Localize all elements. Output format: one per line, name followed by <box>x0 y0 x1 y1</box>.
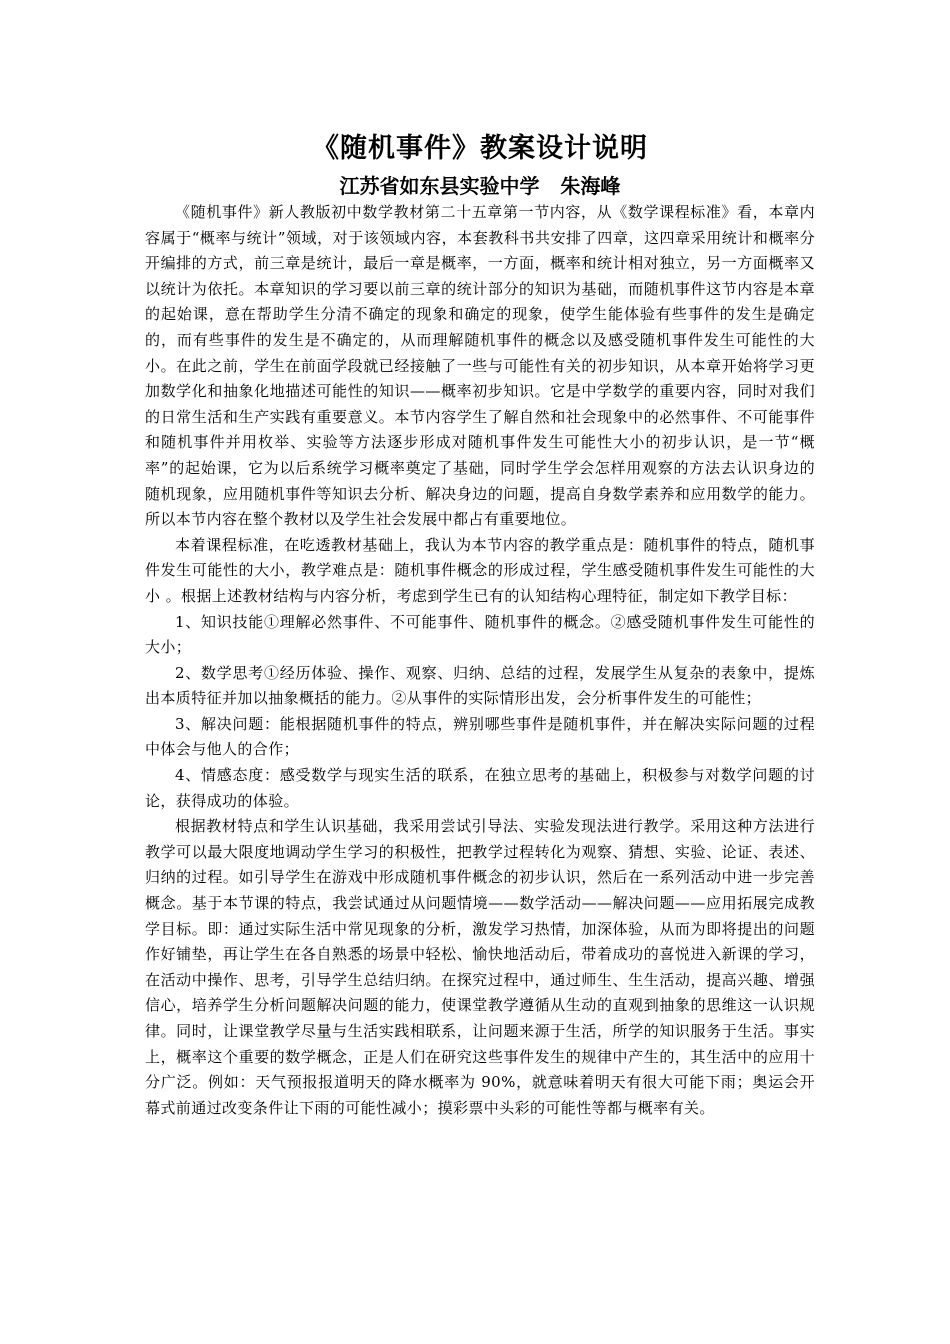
author-line: 江苏省如东县实验中学 朱海峰 <box>339 174 621 198</box>
paragraph-goal-problem-solving: 3、解决问题：能根据随机事件的特点，辨别哪些事件是随机事件，并在解决实际问题的过程中体会与他人的合作； <box>145 714 815 759</box>
paragraph-key-points: 本着课程标准，在吃透教材基础上，我认为本节内容的教学重点是：随机事件的特点，随机事件发生可能性的大小，教学难点是：随机事件概念的形成过程，学生感受随机事件发生可能性的大小 。根据上述教材结构与内容分析，考虑到学生已有的认知结构心理特征，制定如下教学目标： <box>145 535 815 605</box>
paragraph-intro: 《随机事件》新人教版初中数学教材第二十五章第一节内容，从《数学课程标准》看，本章内容属于“概率与统计”领域，对于该领域内容，本套教科书共安排了四章，这四章采用统计和概率分开编排的方式，前三章是统计，最后一章是概率，一方面，概率和统计相对独立，另一方面概率又以统计为依托。本章知识的学习要以前三章的统计部分的知识为基础，而随机事件这节内容是本章的起始课，意在帮助学生分清不确定的现象和确定的现象，使学生能体验有些事件的发生是确定的，而有些事件的发生是不确定的，从而理解随机事件的概念以及感受随机事件发生可能性的大小。在此之前，学生在前面学段就已经接触了一些与可能性有关的初步知识，从本章开始将学习更加数学化和抽象化地描述可能性的知识——概率初步知识。它是中学数学的重要内容，同时对我们的日常生活和生产实践有重要意义。本节内容学生了解自然和社会现象中的必然事件、不可能事件和随机事件并用枚举、实验等方法逐步形成对随机事件发生可能性大小的初步认识，是一节“概率”的起始课，它为以后系统学习概率奠定了基础，同时学生学会怎样用观察的方法去认识身边的随机现象，应用随机事件等知识去分析、解决身边的问题，提高自身数学素养和应用数学的能力。所以本节内容在整个教材以及学生社会发展中都占有重要地位。 <box>145 203 815 529</box>
paragraph-teaching-method: 根据教材特点和学生认识基础，我采用尝试引导法、实验发现法进行教学。采用这种方法进行教学可以最大限度地调动学生学习的积极性，把教学过程转化为观察、猜想、实验、论证、表述、归纳的过程。如引导学生在游戏中形成随机事件概念的初步认识，然后在一系列活动中进一步完善概念。基于本节课的特点，我尝试通过从问题情境——数学活动——解决问题——应用拓展完成教学目标。即：通过实际生活中常见现象的分析，激发学习热情，加深体验，从而为即将提出的问题作好铺垫，再让学生在各自熟悉的场景中轻松、愉快地活动后，带着成功的喜悦进入新课的学习，在活动中操作、思考，引导学生总结归纳。在探究过程中，通过师生、生生活动，提高兴趣、增强信心，培养学生分析问题解决问题的能力，使课堂教学遵循从生动的直观到抽象的思维这一认识规律。同时，让课堂教学尽量与生活实践相联系，让问题来源于生活，所学的知识服务于生活。事实上，概率这个重要的数学概念，正是人们在研究这些事件发生的规律中产生的，其生活中的应用十分广泛。例如：天气预报报道明天的降水概率为 90%，就意味着明天有很大可能下雨；奥运会开幕式前通过改变条件让下雨的可能性减小；摸彩票中头彩的可能性等都与概率有关。 <box>145 817 815 1117</box>
paragraph-goal-attitude: 4、情感态度：感受数学与现实生活的联系，在独立思考的基础上，积极参与对数学问题的讨论，获得成功的体验。 <box>145 766 815 810</box>
document-body <box>145 200 815 1121</box>
paragraph-goal-thinking: 2、数学思考①经历体验、操作、观察、归纳、总结的过程，发展学生从复杂的表象中，提炼出本质特征并加以抽象概括的能力。②从事件的实际情形出发，会分析事件发生的可能性； <box>145 663 815 708</box>
document-page <box>145 126 815 1121</box>
paragraph-goal-knowledge: 1、知识技能①理解必然事件、不可能事件、随机事件的概念。②感受随机事件发生可能性的大小； <box>145 612 815 657</box>
document-title: 《随机事件》教案设计说明 <box>312 133 648 164</box>
